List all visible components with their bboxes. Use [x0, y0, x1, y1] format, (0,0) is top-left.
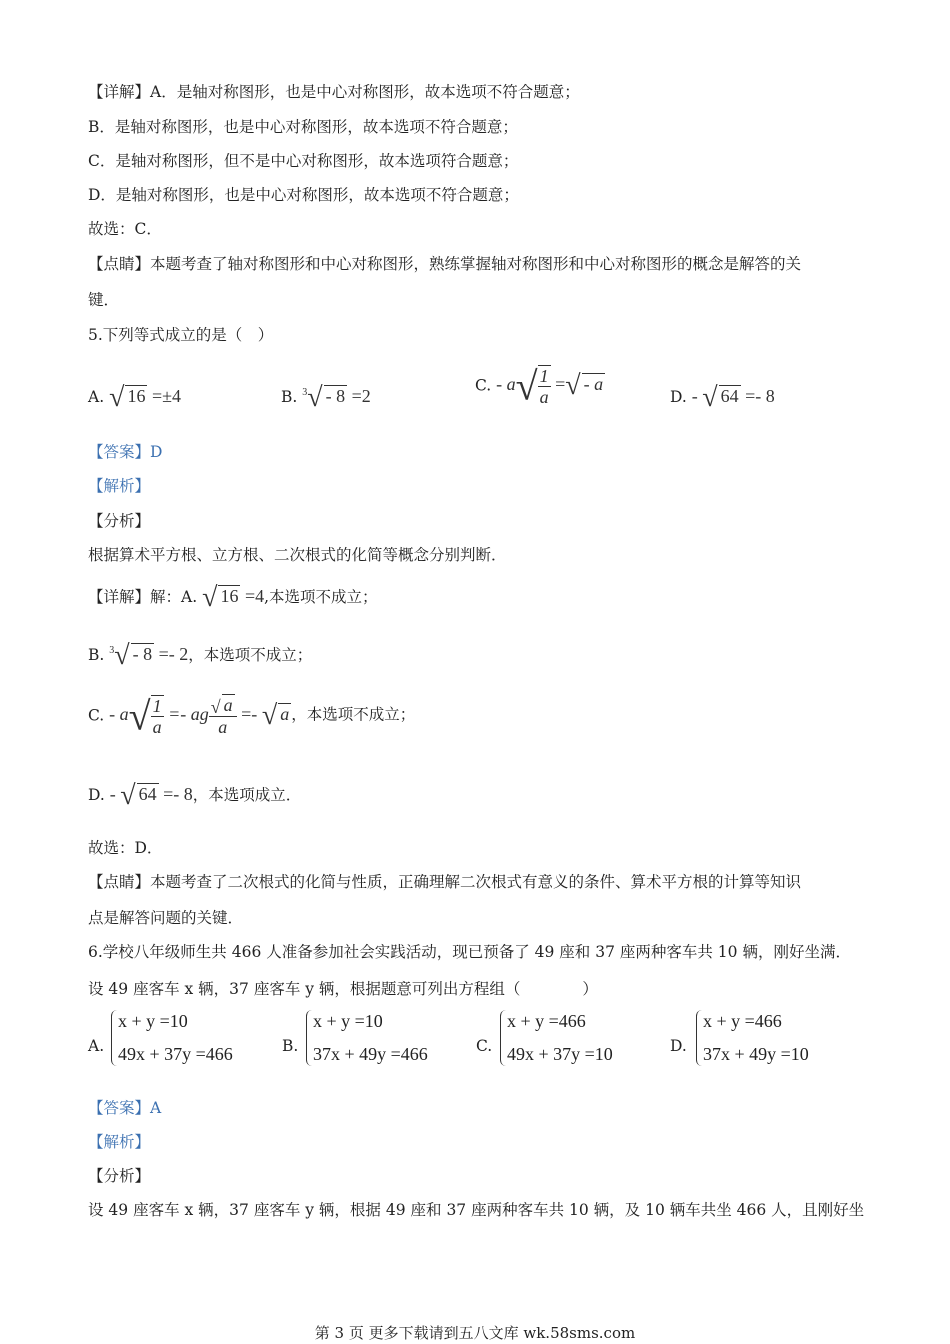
q5-option-c: C. - a√ $\frac{1}{a}$ =√ - a	[475, 363, 604, 408]
detail-line-d: D．是轴对称图形，也是中心对称图形，故本选项不符合题意；	[88, 186, 519, 204]
q6-option-c-brace	[500, 1010, 507, 1066]
q6-fenxi-text: 设 49 座客车 x 辆，37 座客车 y 辆，根据 49 座和 37 座两种客车共 10 辆，及 10 辆车共坐 466 人，且刚好坐	[88, 1201, 865, 1219]
q6-answer: 【答案】A	[88, 1099, 162, 1117]
q5-note-1: 【点睛】本题考查了二次根式的化简与性质，正确理解二次根式有意义的条件、算术平方根的计算等知识	[88, 873, 802, 891]
q5-answer: 【答案】D	[88, 443, 163, 461]
q6-option-a-label: A.	[88, 1037, 105, 1055]
q5-detail-d: D. - √ 64 =- 8，本选项成立．	[88, 780, 302, 811]
q5-option-d: D. - √ 64 =- 8	[670, 382, 775, 413]
q6-option-c-label: C.	[476, 1037, 493, 1055]
question-6-stem-2: 设 49 座客车 x 辆，37 座客车 y 辆，根据题意可列出方程组（ ）	[88, 980, 598, 998]
q5-option-b: B. $^3$√ - 8 =2	[281, 382, 371, 413]
detail-line-a: 【详解】A．是轴对称图形，也是中心对称图形，故本选项不符合题意；	[88, 83, 580, 101]
q5-fenxi-text: 根据算术平方根、立方根、二次根式的化简等概念分别判断．	[88, 546, 507, 564]
detail-line-c: C．是轴对称图形，但不是中心对称图形，故本选项符合题意；	[88, 152, 519, 170]
q5-choice: 故选：D．	[88, 839, 163, 857]
q6-option-a-brace	[111, 1010, 118, 1066]
q5-detail-c: C. - a√ $\frac{1}{a}$ =- ag $\frac{√ a}{a}$ =- √ a ，本选项不成立；	[88, 693, 416, 738]
question-5-stem: 5.下列等式成立的是（ ）	[88, 326, 274, 344]
q5-note-2: 点是解答问题的关键．	[88, 909, 244, 927]
q6-option-c-system: x + y =466 49x + 37y =10	[507, 1011, 613, 1064]
q6-option-d-system: x + y =466 37x + 49y =10	[703, 1011, 809, 1064]
q5-fenxi-heading: 【分析】	[88, 512, 151, 530]
q6-option-b-label: B.	[282, 1037, 299, 1055]
q6-option-d-label: D.	[670, 1037, 687, 1055]
question-6-stem-1: 6.学校八年级师生共 466 人准备参加社会实践活动，现已预备了 49 座和 37 座两种客车共 10 辆，刚好坐满．	[88, 943, 851, 961]
detail-line-b: B．是轴对称图形，也是中心对称图形，故本选项不符合题意；	[88, 118, 518, 136]
note-line-1: 【点睛】本题考查了轴对称图形和中心对称图形，熟练掌握轴对称图形和中心对称图形的概念是解答的关	[88, 255, 802, 273]
q6-option-b-brace	[306, 1010, 313, 1066]
q6-analysis-heading: 【解析】	[88, 1133, 151, 1151]
q5-option-a: A. √ 16 =±4	[88, 382, 181, 413]
q5-detail-b: B. $^3$√ - 8 =- 2，本选项不成立；	[88, 640, 313, 671]
choice-line: 故选：C．	[88, 220, 162, 238]
note-line-2: 键．	[88, 291, 120, 309]
q6-fenxi-heading: 【分析】	[88, 1167, 151, 1185]
page-footer: 第 3 页 更多下载请到五八文库 wk.58sms.com	[314, 1324, 636, 1342]
q5-detail-a: 【详解】解：A. √ 16 =4,本选项不成立；	[88, 582, 378, 613]
q6-option-a-system: x + y =10 49x + 37y =466	[118, 1011, 233, 1064]
q6-option-b-system: x + y =10 37x + 49y =466	[313, 1011, 428, 1064]
q6-option-d-brace	[696, 1010, 703, 1066]
q5-analysis-heading: 【解析】	[88, 477, 151, 495]
